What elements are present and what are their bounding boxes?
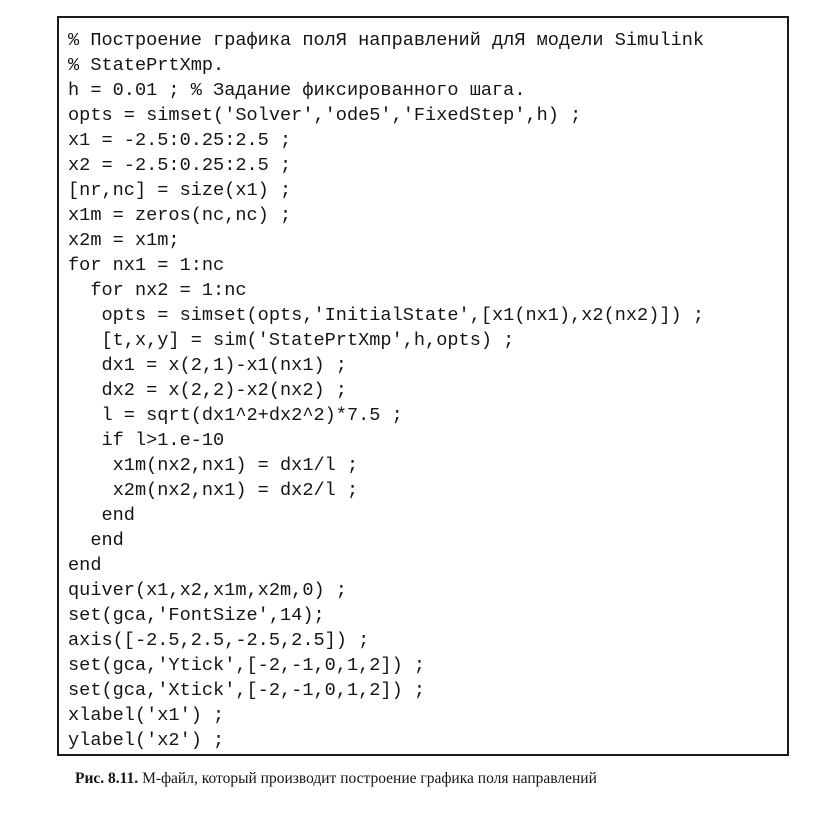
code-line-13: [t,x,y] = sim('StatePrtXmp',h,opts) ; (68, 330, 515, 351)
code-line-28: xlabel('x1') ; (68, 705, 225, 726)
code-line-11: for nx2 = 1:nc (68, 280, 247, 301)
code-line-18: x1m(nx2,nx1) = dx1/l ; (68, 455, 359, 476)
code-line-29: ylabel('x2') ; (68, 730, 225, 751)
code-line-15: dx2 = x(2,2)-x2(nx2) ; (68, 380, 347, 401)
code-line-16: l = sqrt(dx1^2+dx2^2)*7.5 ; (68, 405, 403, 426)
code-line-27: set(gca,'Xtick',[-2,-1,0,1,2]) ; (68, 680, 426, 701)
code-line-7: [nr,nc] = size(x1) ; (68, 180, 292, 201)
code-line-9: x2m = x1m; (68, 230, 180, 251)
code-line-5: x1 = -2.5:0.25:2.5 ; (68, 130, 292, 151)
code-line-4: opts = simset('Solver','ode5','FixedStep',h) ; (68, 105, 582, 126)
code-line-22: end (68, 555, 102, 576)
code-line-17: if l>1.e-10 (68, 430, 225, 451)
code-line-14: dx1 = x(2,1)-x1(nx1) ; (68, 355, 347, 376)
code-line-20: end (68, 505, 135, 526)
code-line-24: set(gca,'FontSize',14); (68, 605, 325, 626)
code-line-25: axis([-2.5,2.5,-2.5,2.5]) ; (68, 630, 370, 651)
figure-caption-label: Рис. 8.11. (75, 770, 139, 787)
code-line-12: opts = simset(opts,'InitialState',[x1(nx1),x2(nx2)]) ; (68, 305, 705, 326)
code-line-1: % Построение графика полЯ направлений длЯ модели Simulink (68, 30, 705, 51)
code-line-8: x1m = zeros(nc,nc) ; (68, 205, 292, 226)
code-line-10: for nx1 = 1:nc (68, 255, 225, 276)
code-line-21: end (68, 530, 124, 551)
code-listing (68, 28, 704, 753)
code-line-6: x2 = -2.5:0.25:2.5 ; (68, 155, 292, 176)
figure-caption (75, 770, 597, 788)
code-line-19: x2m(nx2,nx1) = dx2/l ; (68, 480, 359, 501)
code-line-23: quiver(x1,x2,x1m,x2m,0) ; (68, 580, 347, 601)
code-line-3: h = 0.01 ; % Задание фиксированного шага. (68, 80, 526, 101)
code-listing-box (57, 16, 789, 756)
figure-caption-text: M-файл, который производит построение графика поля направлений (138, 770, 597, 787)
code-line-26: set(gca,'Ytick',[-2,-1,0,1,2]) ; (68, 655, 426, 676)
code-line-2: % StatePrtXmp. (68, 55, 225, 76)
